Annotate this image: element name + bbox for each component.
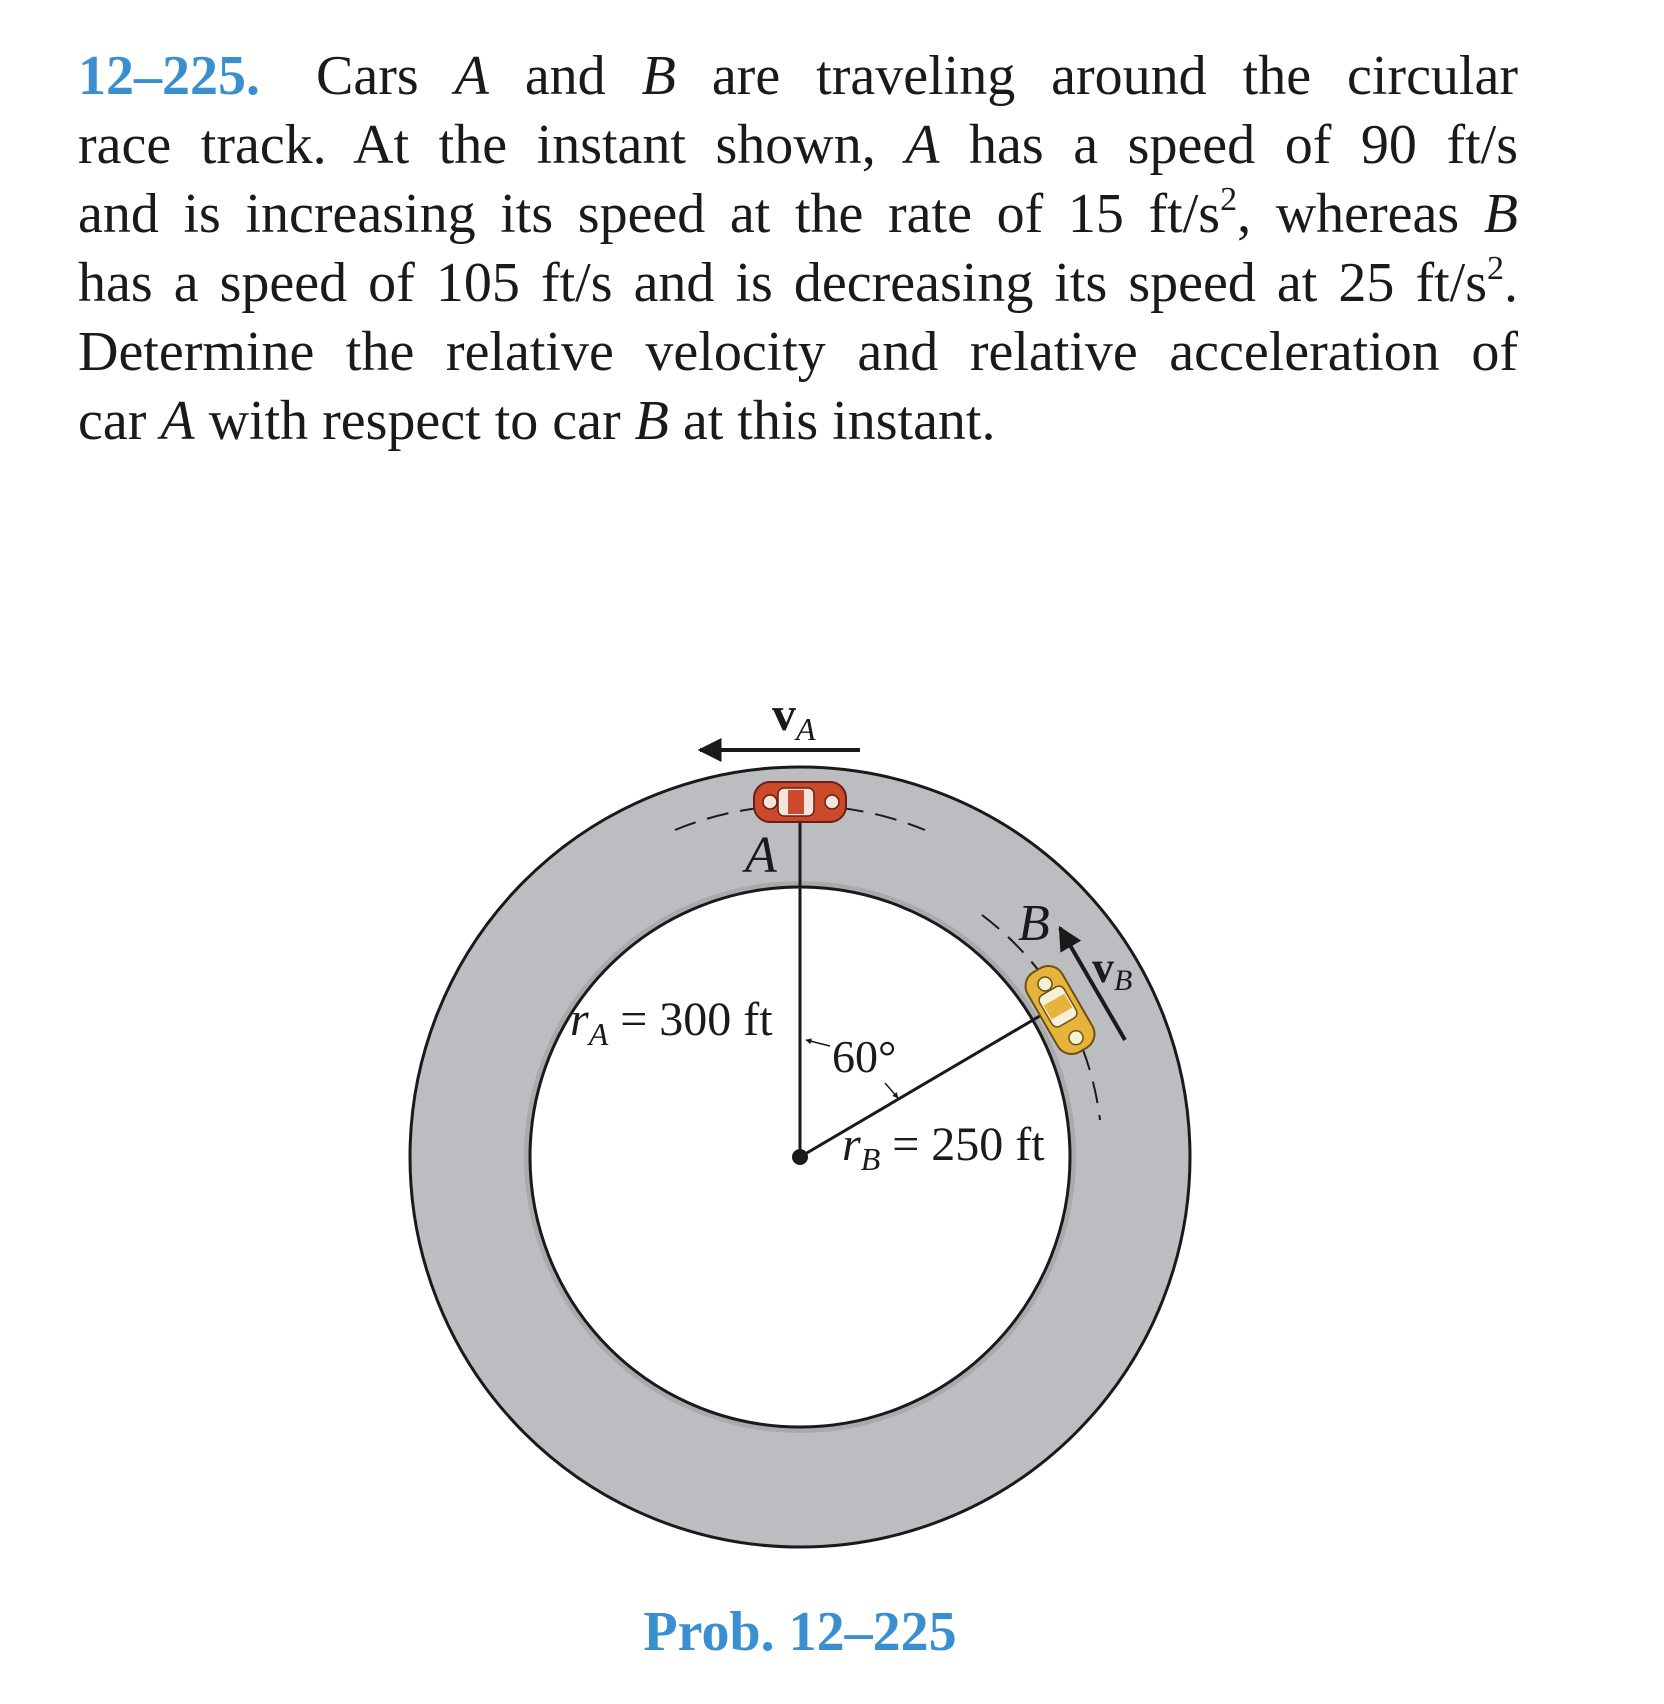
text: , whereas [1237,183,1484,245]
text: and [488,45,642,107]
label-radius-a: $r_A = 300$ ft [570,993,773,1052]
car-a [754,782,846,822]
var-a: A [454,45,489,107]
exponent: 2 [1220,181,1238,218]
var-a: A [160,390,195,452]
var-b: B [634,390,669,452]
text: and is increasing its speed at the rate of 15 ft/s [78,183,1221,245]
text: race track. At the instant shown, [78,114,906,176]
label-velocity-b: vB [1092,943,1133,997]
figure-caption: Prob. 12–225 [643,1601,957,1663]
text: has a speed of 90 ft/s [939,114,1519,176]
text: with respect to car [194,390,635,452]
text: Cars [316,45,455,107]
label-radius-b: $r_B = 250$ ft [842,1118,1045,1177]
label-car-a: A [745,827,777,884]
text: has a speed of 105 ft/s and is decreasing its speed at 25 ft/s [78,252,1487,314]
var-b: B [641,45,676,107]
label-angle: 60° [832,1031,897,1082]
exponent: 2 [1487,250,1504,287]
label-velocity-a: $v_A$ [772,688,816,747]
var-a: A [905,114,940,176]
text: at this instant. [668,390,996,452]
center-point [792,1149,808,1165]
problem-number: 12–225. [78,45,260,107]
text: . [1504,252,1518,314]
label-car-b: B [1018,895,1050,952]
text: car [78,390,161,452]
problem-line-5: Determine the relative velocity and relative acceleration of [78,321,1518,383]
text: are traveling around the circular [675,45,1518,107]
var-b: B [1483,183,1519,245]
